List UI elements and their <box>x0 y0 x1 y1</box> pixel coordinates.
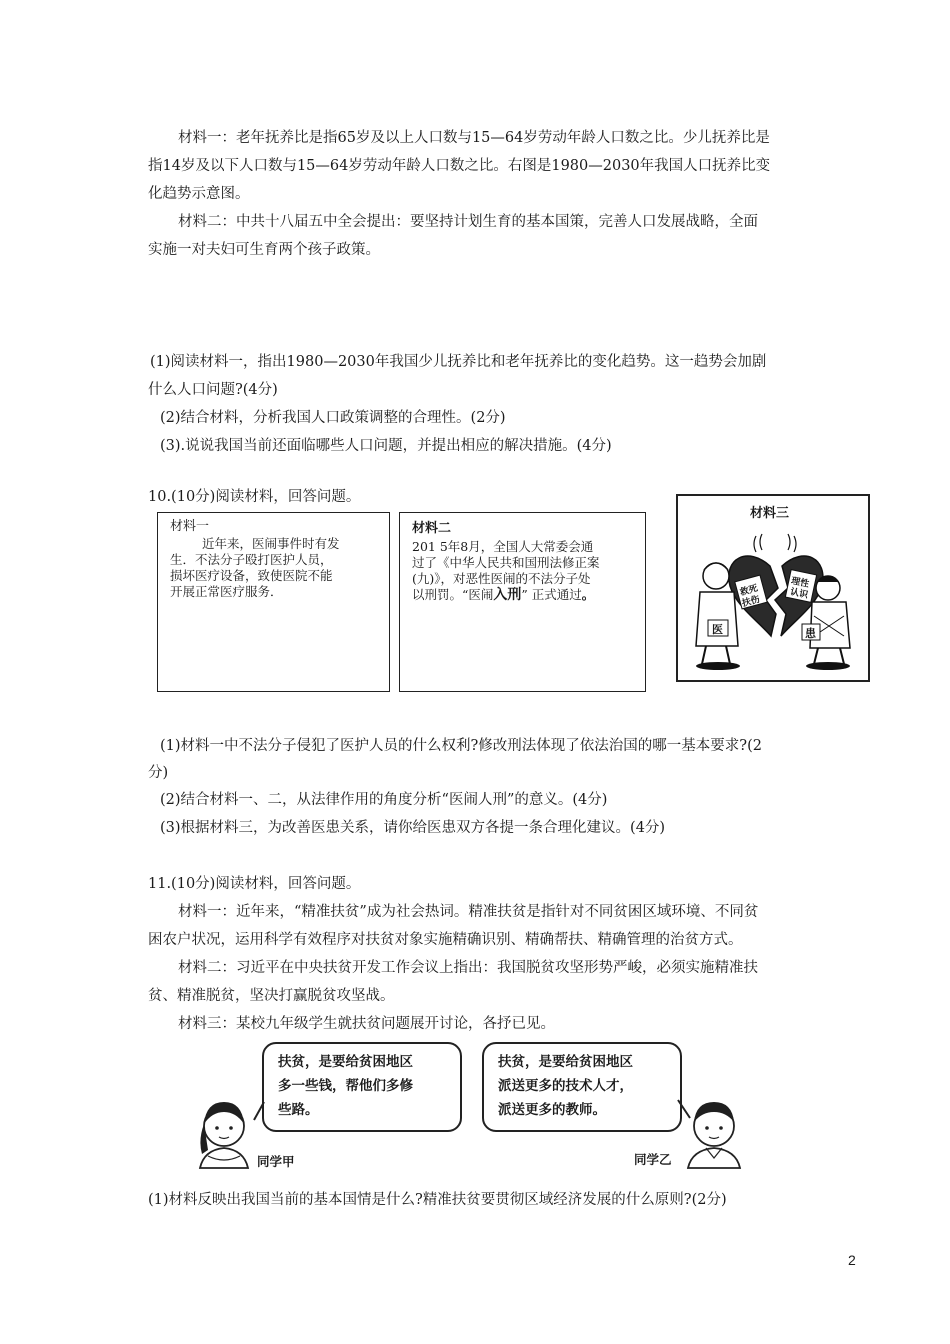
material-two-text-1: 201 5年8月，全国人大常委会通 <box>412 539 594 554</box>
q9-question-1-line-1: (1)阅读材料一，指出1980—2030年我国少儿抚养比和老年抚养比的变化趋势。这一趋势会加剧 <box>150 354 767 370</box>
q11-material-three: 材料三：某校九年级学生就扶贫问题展开讨论，各抒已见。 <box>178 1016 555 1032</box>
material-one-text-3: 损坏医疗设备，致使医院不能 <box>170 568 333 583</box>
q10-material-three-box <box>676 494 870 682</box>
q10-material-one-box <box>157 512 390 692</box>
tag-left-line-1: 救死 <box>739 583 760 599</box>
q10-question-2: (2)结合材料一、二，从法律作用的角度分析“医闹人刑”的意义。(4分) <box>160 792 608 808</box>
material-one-text-1: 近年来，医闹事件时有发 <box>202 536 340 551</box>
patient-badge: 患 <box>805 627 816 640</box>
page-number: 2 <box>848 1252 856 1268</box>
material-one-text-2: 生．不法分子殴打医护人员， <box>170 552 333 567</box>
q10-heading: 10.(10分)阅读材料，回答问题。 <box>148 489 361 505</box>
material-two-text-4: 以刑罚。“医闹入刑” 正式通过。 <box>412 587 595 603</box>
q11-material-one-line-2: 困农户状况，运用科学有效程序对扶贫对象实施精确识别、精确帮扶、精确管理的治贫方式。 <box>148 932 743 948</box>
material-two-title: 材料二 <box>412 521 452 536</box>
tag-right-line-2: 认识 <box>789 587 809 601</box>
q11-material-one-line-1: 材料一：近年来，“精准扶贫”成为社会热词。精准扶贫是指针对不同贫困区域环境、不同贫 <box>178 904 759 920</box>
q10-question-1-line-1: (1)材料一中不法分子侵犯了医护人员的什么权利?修改刑法体现了依法治国的哪一基本要求?(2 <box>160 738 762 754</box>
bubble-right-line-1: 扶贫，是要给贫困地区 <box>498 1054 633 1070</box>
q9-question-2: (2)结合材料，分析我国人口政策调整的合理性。(2分) <box>160 410 506 426</box>
material-two-line-2: 实施一对夫妇可生育两个孩子政策。 <box>148 242 380 258</box>
tag-right-line-1: 理性 <box>790 576 810 590</box>
bubble-left-line-2: 多一些钱，帮他们多修 <box>278 1078 413 1094</box>
bubble-right-line-2: 派送更多的技术人才， <box>498 1078 633 1094</box>
q11-material-two-line-1: 材料二：习近平在中央扶贫开发工作会议上指出：我国脱贫攻坚形势严峻，必须实施精准扶 <box>178 960 758 976</box>
bubble-right-line-3: 派送更多的教师。 <box>498 1102 606 1118</box>
material-two-line-1: 材料二：中共十八届五中全会提出：要坚持计划生育的基本国策，完善人口发展战略，全面 <box>178 214 758 230</box>
q10-question-1-line-2: 分) <box>148 765 169 781</box>
material-one-line-2: 指14岁及以下人口数与15—64岁劳动年龄人口数之比。右图是1980—2030年我国人口抚养比变 <box>148 158 771 174</box>
q10-question-3: (3)根据材料三，为改善医患关系，请你给医患双方各提一条合理化建议。(4分) <box>160 820 666 836</box>
speech-bubble-right <box>482 1042 682 1132</box>
student-b-label: 同学乙 <box>634 1152 672 1167</box>
q11-question-1: (1)材料反映出我国当前的基本国情是什么?精准扶贫要贯彻区域经济发展的什么原则?(2分) <box>148 1192 727 1208</box>
material-one-text-4: 开展正常医疗服务． <box>170 584 283 599</box>
bubble-left-line-3: 些路。 <box>278 1102 319 1118</box>
q11-heading: 11.(10分)阅读材料，回答问题。 <box>148 876 361 892</box>
q11-material-two-line-2: 贫、精准脱贫，坚决打赢脱贫攻坚战。 <box>148 988 395 1004</box>
material-one-line-3: 化趋势示意图。 <box>148 186 250 202</box>
material-two-text-3: (九)》，对恶性医闹的不法分子处 <box>412 571 591 586</box>
q10-material-two-box <box>399 512 646 692</box>
tag-left-line-2: 扶伤 <box>741 594 762 610</box>
speech-bubble-left <box>262 1042 462 1132</box>
student-a-label: 同学甲 <box>257 1154 295 1169</box>
doctor-patient-cartoon <box>678 496 868 680</box>
doctor-badge: 医 <box>712 623 723 636</box>
material-one-title: 材料一 <box>170 519 210 534</box>
q9-question-3: (3).说说我国当前还面临哪些人口问题，并提出相应的解决措施。(4分) <box>160 438 612 454</box>
q9-question-1-line-2: 什么人口问题?(4分) <box>148 382 278 398</box>
material-three-title: 材料三 <box>750 506 790 521</box>
material-one-line-1: 材料一：老年抚养比是指65岁及以上人口数与15—64岁劳动年龄人口数之比。少儿抚养比是 <box>178 130 770 146</box>
bubble-left-line-1: 扶贫，是要给贫困地区 <box>278 1054 413 1070</box>
student-b-figure <box>668 1082 758 1170</box>
material-two-text-2: 过了《中华人民共和国刑法修正案 <box>412 555 600 570</box>
